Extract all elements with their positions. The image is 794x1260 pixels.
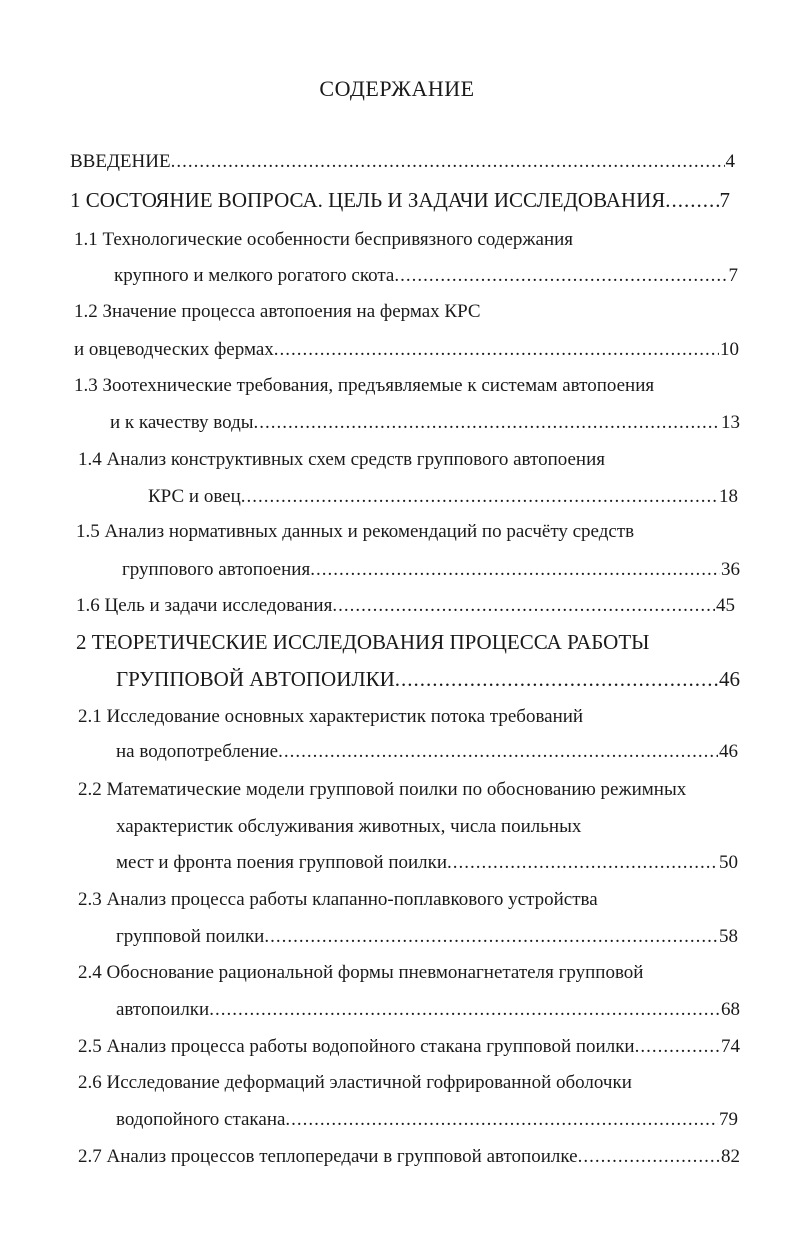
page-title: СОДЕРЖАНИЕ — [319, 76, 475, 101]
toc-entry — [76, 630, 649, 654]
toc-entry — [116, 815, 581, 839]
toc-leader-dots — [171, 150, 725, 174]
toc-entry-text: 1 СОСТОЯНИЕ ВОПРОСА. ЦЕЛЬ И ЗАДАЧИ ИССЛЕДОВАНИЯ — [70, 188, 666, 212]
toc-entry-text: 2.3 Анализ процесса работы клапанно-поплавкового устройства — [78, 889, 598, 910]
toc-entry-text: 2.1 Исследование основных характеристик потока требований — [78, 706, 584, 727]
toc-entry-text: на водопотребление — [116, 741, 279, 762]
toc-entry — [78, 778, 686, 802]
toc-page-number: 45 — [716, 595, 735, 616]
toc-leader-dots — [395, 667, 718, 691]
toc-leader-dots — [578, 1145, 720, 1169]
toc-entry — [116, 667, 740, 691]
toc-entry-text: КРС и овец — [148, 486, 241, 507]
toc-page-number: 46 — [719, 741, 738, 762]
toc-leader-dots — [394, 264, 727, 288]
toc-entry — [110, 411, 740, 435]
toc-entry — [148, 485, 738, 509]
toc-entry — [74, 374, 654, 398]
toc-entry — [76, 520, 634, 544]
toc-leader-dots — [635, 1035, 720, 1059]
toc-leader-dots — [447, 851, 718, 875]
toc-page-number: 50 — [719, 852, 738, 873]
toc-entry-text: 2.5 Анализ процесса работы водопойного стакана групповой поилки — [78, 1036, 635, 1057]
toc-page-number: 10 — [720, 339, 739, 360]
toc-entry — [78, 1035, 740, 1059]
toc-leader-dots — [254, 411, 720, 435]
toc-entry-text: 1.1 Технологические особенности беспривязного содержания — [74, 229, 574, 250]
toc-leader-dots — [274, 338, 719, 362]
toc-leader-dots — [264, 925, 718, 949]
toc-entry-text: и к качеству воды — [110, 412, 254, 433]
toc-entry-text: 2.7 Анализ процессов теплопередачи в групповой автопоилке — [78, 1146, 578, 1167]
toc-page-number: 7 — [728, 265, 738, 286]
toc-entry — [114, 264, 738, 288]
toc-entry-text: ГРУППОВОЙ АВТОПОИЛКИ — [116, 667, 395, 691]
toc-entry-text: 1.5 Анализ нормативных данных и рекомендаций по расчёту средств — [76, 521, 635, 542]
toc-entry — [70, 188, 730, 212]
toc-entry — [78, 888, 598, 912]
toc-page-number: 74 — [721, 1036, 740, 1057]
toc-entry — [74, 300, 481, 324]
toc-entry-text: 2.2 Математические модели групповой поилки по обоснованию режимных — [78, 779, 687, 800]
toc-entry — [76, 594, 735, 618]
toc-leader-dots — [241, 485, 718, 509]
toc-leader-dots — [278, 740, 718, 764]
toc-entry — [116, 1108, 738, 1132]
toc-page-number: 7 — [719, 188, 730, 212]
toc-entry-text: и овцеводческих фермах — [74, 339, 274, 360]
toc-entry-text: 1.3 Зоотехнические требования, предъявляемые к системам автопоения — [74, 375, 655, 396]
toc-entry — [78, 705, 583, 729]
toc-leader-dots — [209, 998, 720, 1022]
toc-entry-text: крупного и мелкого рогатого скота — [114, 265, 395, 286]
toc-entry — [78, 448, 605, 472]
toc-entry-text: группового автопоения — [122, 559, 311, 580]
toc-page-number: 18 — [719, 486, 738, 507]
toc-entry-text: ВВЕДЕНИЕ — [70, 151, 171, 172]
toc-page-number: 36 — [721, 559, 740, 580]
toc-entry — [74, 228, 573, 252]
toc-entry — [74, 338, 739, 362]
toc-entry-text: 2 ТЕОРЕТИЧЕСКИЕ ИССЛЕДОВАНИЯ ПРОЦЕССА РАБОТЫ — [76, 630, 650, 654]
toc-entry — [116, 740, 738, 764]
toc-entry — [70, 150, 735, 174]
toc-entry-text: водопойного стакана — [116, 1109, 286, 1130]
toc-entry-text: 2.6 Исследование деформаций эластичной гофрированной оболочки — [78, 1072, 632, 1093]
toc-page-number: 4 — [725, 151, 735, 172]
toc-entry-text: мест и фронта поения групповой поилки — [116, 852, 448, 873]
toc-leader-dots — [332, 594, 715, 618]
toc-entry-text: групповой поилки — [116, 926, 265, 947]
toc-entry-text: 2.4 Обоснование рациональной формы пневмонагнетателя групповой — [78, 962, 644, 983]
toc-page-number: 46 — [719, 667, 740, 691]
toc-page-number: 68 — [721, 999, 740, 1020]
toc-leader-dots — [310, 558, 720, 582]
toc-entry — [116, 851, 738, 875]
toc-entry-text: характеристик обслуживания животных, числа поильных — [116, 816, 582, 837]
toc-leader-dots — [285, 1108, 718, 1132]
toc-entry-text: 1.2 Значение процесса автопоения на фермах КРС — [74, 301, 481, 322]
toc-entry — [116, 925, 738, 949]
toc-entry-text: 1.6 Цель и задачи исследования — [76, 595, 333, 616]
toc-page-number: 79 — [719, 1109, 738, 1130]
toc-entry-text: 1.4 Анализ конструктивных схем средств группового автопоения — [78, 449, 605, 470]
toc-page-number: 82 — [721, 1146, 740, 1167]
toc-entry — [78, 1145, 740, 1169]
toc-page-number: 13 — [721, 412, 740, 433]
toc-entry — [116, 998, 740, 1022]
toc-page-number: 58 — [719, 926, 738, 947]
toc-entry-text: автопоилки — [116, 999, 210, 1020]
toc-entry — [78, 961, 643, 985]
toc-leader-dots — [665, 188, 718, 212]
toc-entry — [78, 1071, 632, 1095]
toc-entry — [122, 558, 740, 582]
